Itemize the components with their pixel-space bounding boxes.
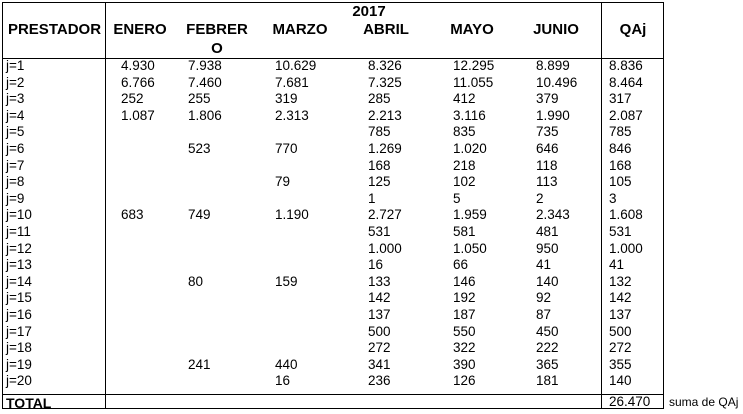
table-cell-marzo: 770 <box>275 141 298 156</box>
table-cell-junio: 41 <box>536 257 552 273</box>
table-cell-j: j=19 <box>6 356 32 372</box>
table-cell-enero: 252 <box>121 91 144 107</box>
table-cell-j: j=20 <box>6 373 32 389</box>
table-cell-j: j=15 <box>6 290 32 306</box>
table-cell-j: j=18 <box>6 340 32 356</box>
table-cell-qaj: 272 <box>609 340 632 356</box>
table-cell-j: j=16 <box>6 307 32 322</box>
table-cell-mayo: 322 <box>453 340 476 356</box>
col-divider <box>601 3 602 408</box>
table-cell-mayo: 102 <box>453 174 476 190</box>
table-cell-qaj: 3 <box>609 190 617 206</box>
table-cell-j: j=9 <box>6 190 25 206</box>
table-cell-j: j=7 <box>6 157 25 173</box>
table-cell-junio: 140 <box>536 273 559 289</box>
table-cell-enero: 4.930 <box>121 58 155 73</box>
table-cell-junio: 450 <box>536 323 559 339</box>
data-table <box>2 2 664 409</box>
table-cell-mayo: 1.050 <box>453 240 487 256</box>
total-label: TOTAL <box>6 395 52 411</box>
table-cell-junio: 365 <box>536 356 559 372</box>
table-cell-abril: 137 <box>368 307 391 322</box>
table-cell-qaj: 41 <box>609 257 625 273</box>
table-cell-j: j=2 <box>6 74 25 90</box>
table-cell-mayo: 1.020 <box>453 141 487 156</box>
table-cell-junio: 87 <box>536 307 552 322</box>
table-cell-mayo: 146 <box>453 273 476 289</box>
table-cell-febrero: 1.806 <box>188 107 222 123</box>
table-cell-mayo: 12.295 <box>453 58 495 73</box>
table-cell-junio: 950 <box>536 240 559 256</box>
table-cell-j: j=17 <box>6 323 32 339</box>
table-cell-j: j=8 <box>6 174 25 190</box>
table-cell-junio: 92 <box>536 290 552 306</box>
table-cell-j: j=3 <box>6 91 25 107</box>
table-cell-j: j=1 <box>6 58 25 73</box>
table-cell-qaj: 140 <box>609 373 632 389</box>
table-cell-abril: 16 <box>368 257 384 273</box>
table-cell-mayo: 550 <box>453 323 476 339</box>
table-cell-qaj: 132 <box>609 273 632 289</box>
table-cell-mayo: 581 <box>453 224 476 239</box>
table-cell-febrero: 523 <box>188 141 211 156</box>
table-cell-mayo: 218 <box>453 157 476 173</box>
table-cell-abril: 341 <box>368 356 391 372</box>
table-cell-febrero: 749 <box>188 207 211 223</box>
table-cell-abril: 2.727 <box>368 207 402 223</box>
table-cell-qaj: 846 <box>609 141 632 156</box>
table-cell-junio: 118 <box>536 157 558 173</box>
table-cell-qaj: 142 <box>609 290 632 306</box>
table-cell-mayo: 126 <box>453 373 476 389</box>
table-cell-j: j=4 <box>6 107 25 123</box>
table-cell-febrero: 80 <box>188 273 204 289</box>
table-cell-j: j=12 <box>6 240 32 256</box>
table-cell-qaj: 317 <box>609 91 632 107</box>
table-cell-qaj: 531 <box>609 224 632 239</box>
table-cell-abril: 125 <box>368 174 391 190</box>
table-cell-febrero: 7.460 <box>188 74 222 90</box>
table-cell-junio: 2 <box>536 190 544 206</box>
prestador-header: PRESTADOR <box>7 21 102 38</box>
table-cell-qaj: 1.000 <box>609 240 643 256</box>
marzo-header: MARZO <box>272 21 328 38</box>
table-cell-j: j=5 <box>6 124 25 140</box>
table-cell-enero: 6.766 <box>121 74 155 90</box>
febrero-header-line2: O <box>211 40 223 57</box>
mayo-header: MAYO <box>450 21 494 38</box>
qaj-header: QAj <box>619 21 647 38</box>
table-cell-abril: 236 <box>368 373 391 389</box>
table-cell-mayo: 5 <box>453 190 461 206</box>
table-cell-febrero: 255 <box>188 91 211 107</box>
table-cell-j: j=11 <box>6 224 31 239</box>
table-cell-junio: 181 <box>536 373 559 389</box>
table-cell-junio: 8.899 <box>536 58 570 73</box>
table-cell-mayo: 412 <box>453 91 476 107</box>
table-cell-mayo: 390 <box>453 356 476 372</box>
table-cell-marzo: 10.629 <box>275 58 317 73</box>
table-cell-marzo: 1.190 <box>275 207 309 223</box>
table-cell-junio: 735 <box>536 124 559 140</box>
year-header: 2017 <box>352 3 386 20</box>
table-cell-abril: 7.325 <box>368 74 402 90</box>
table-cell-junio: 481 <box>536 224 559 239</box>
table-cell-enero: 683 <box>121 207 144 223</box>
table-cell-qaj: 168 <box>609 157 632 173</box>
table-cell-abril: 1.269 <box>368 141 402 156</box>
table-cell-qaj: 8.836 <box>609 58 643 73</box>
table-cell-mayo: 3.116 <box>453 107 486 123</box>
table-cell-junio: 379 <box>536 91 559 107</box>
table-cell-junio: 646 <box>536 141 559 156</box>
table-cell-junio: 2.343 <box>536 207 570 223</box>
abril-header: ABRIL <box>363 21 409 38</box>
table-cell-j: j=10 <box>6 207 32 223</box>
table-cell-abril: 1 <box>368 190 376 206</box>
table-cell-marzo: 440 <box>275 356 298 372</box>
table-cell-abril: 272 <box>368 340 391 356</box>
table-cell-marzo: 7.681 <box>275 74 309 90</box>
table-cell-marzo: 159 <box>275 273 298 289</box>
table-cell-qaj: 2.087 <box>609 107 643 123</box>
table-cell-qaj: 500 <box>609 323 632 339</box>
table-cell-abril: 531 <box>368 224 391 239</box>
junio-header: JUNIO <box>533 21 579 38</box>
table-cell-mayo: 66 <box>453 257 469 273</box>
table-cell-febrero: 241 <box>188 356 211 372</box>
table-cell-j: j=13 <box>6 257 32 273</box>
table-cell-junio: 10.496 <box>536 74 578 90</box>
table-cell-abril: 500 <box>368 323 391 339</box>
table-cell-qaj: 785 <box>609 124 632 140</box>
table-cell-mayo: 187 <box>453 307 476 322</box>
table-cell-j: j=6 <box>6 141 25 156</box>
table-cell-marzo: 16 <box>275 373 291 389</box>
table-cell-mayo: 192 <box>453 290 476 306</box>
table-cell-junio: 113 <box>536 174 558 190</box>
table-cell-abril: 1.000 <box>368 240 402 256</box>
table-cell-abril: 133 <box>368 273 391 289</box>
table-cell-qaj: 1.608 <box>609 207 643 223</box>
table-cell-febrero: 7.938 <box>188 58 222 73</box>
table-cell-qaj: 8.464 <box>609 74 643 90</box>
febrero-header <box>181 20 253 58</box>
table-cell-abril: 168 <box>368 157 391 173</box>
table-cell-abril: 2.213 <box>368 107 402 123</box>
table-cell-marzo: 2.313 <box>275 107 309 123</box>
table-cell-junio: 222 <box>536 340 559 356</box>
table-cell-abril: 8.326 <box>368 58 402 73</box>
table-cell-enero: 1.087 <box>121 107 155 123</box>
table-cell-mayo: 1.959 <box>453 207 487 223</box>
table-cell-qaj: 355 <box>609 356 632 372</box>
total-value: 26.470 <box>609 394 651 409</box>
table-cell-j: j=14 <box>6 273 32 289</box>
table-cell-qaj: 105 <box>609 174 632 190</box>
enero-header: ENERO <box>113 21 167 38</box>
table-cell-abril: 785 <box>368 124 391 140</box>
table-cell-junio: 1.990 <box>536 107 570 123</box>
col-divider <box>105 3 106 408</box>
table-cell-mayo: 835 <box>453 124 476 140</box>
table-cell-abril: 285 <box>368 91 391 107</box>
table-cell-marzo: 319 <box>275 91 298 107</box>
table-cell-qaj: 137 <box>609 307 632 322</box>
table-cell-marzo: 79 <box>275 174 291 190</box>
table-cell-abril: 142 <box>368 290 391 306</box>
sum-note: suma de QAj <box>669 395 739 409</box>
total-divider <box>3 394 663 395</box>
febrero-header-line1: FEBRER <box>186 21 248 38</box>
table-cell-mayo: 11.055 <box>453 74 494 90</box>
